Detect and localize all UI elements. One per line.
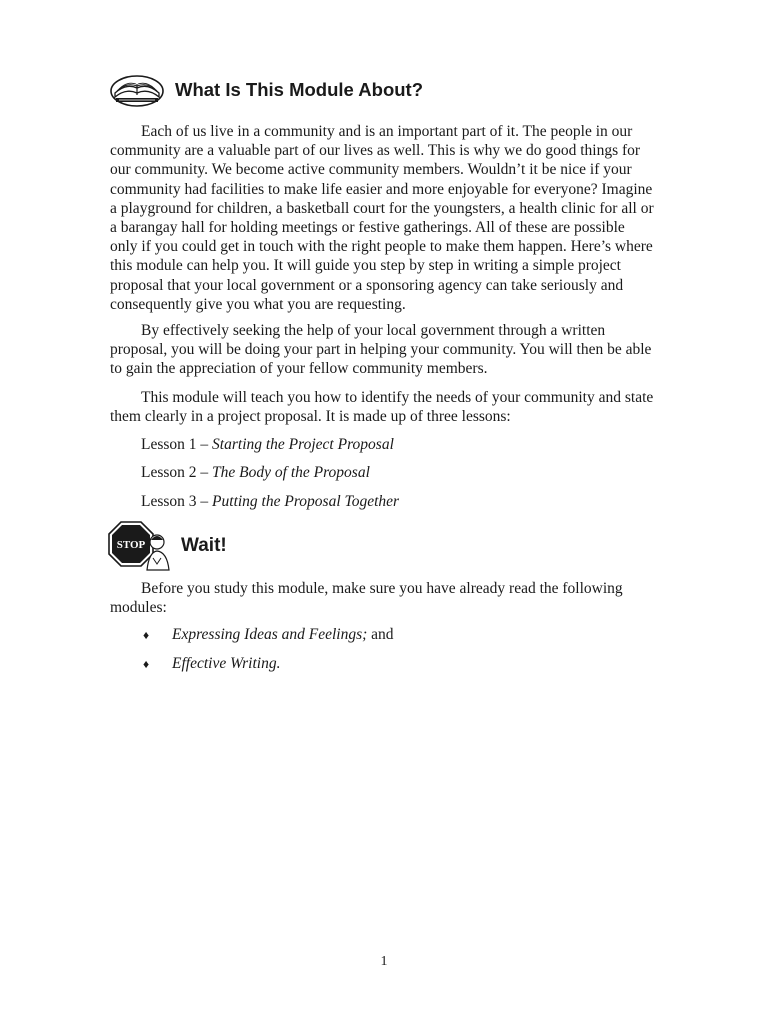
module-suffix: and (367, 626, 394, 643)
section-header-about (109, 71, 423, 109)
list-item (143, 655, 280, 673)
lesson-title: Starting the Project Proposal (212, 436, 394, 453)
section-title-about: What Is This Module About? (175, 79, 424, 100)
paragraph-intro: Each of us live in a community and is an important part of it. The people in our community are a valuable part of our lives as well. This is why we do good things for our community. We become active community members. Wouldn’t it be nice if your community had facilities to make life easier and more enjoyable for everyone? Imagine a playground for children, a basketball court for the youngsters, a health clinic for all or a barangay hall for holding meetings or festive gatherings. All of these are possible only if you could get in touch with the right people to make them happen. Here’s where this module can help you. It will guide you step by step in writing a simple project proposal that your local government or a sponsoring agency can take seriously and consequently give you what you are requesting. (110, 123, 654, 313)
lesson-title: The Body of the Proposal (212, 464, 370, 481)
paragraph-lessons-intro: This module will teach you how to identify the needs of your community and state them clearly in a project proposal. It is made up of three lessons: (110, 389, 654, 426)
lesson-item (141, 464, 370, 482)
diamond-bullet-icon: ♦ (143, 628, 150, 642)
diamond-bullet-icon: ♦ (143, 657, 150, 671)
section-header-wait (107, 520, 227, 572)
lesson-label: Lesson 2 – (141, 464, 209, 481)
stop-sign-icon (107, 520, 171, 572)
section-title-wait: Wait! (181, 535, 227, 556)
lesson-item (141, 493, 399, 511)
lesson-label: Lesson 1 – (141, 436, 209, 453)
lesson-item (141, 436, 394, 454)
stop-sign-text: STOP (116, 539, 146, 551)
open-book-icon (109, 71, 165, 109)
paragraph-prerequisites: Before you study this module, make sure you have already read the following modules: (110, 580, 623, 617)
module-title: Effective Writing. (172, 655, 281, 672)
lesson-label: Lesson 3 – (141, 493, 209, 510)
list-item (143, 626, 394, 644)
paragraph-help: By effectively seeking the help of your local government through a written proposal, you will be doing your part in helping your community. You will then be able to gain the appreciation of your fellow community members. (110, 322, 652, 378)
lesson-title: Putting the Proposal Together (212, 493, 400, 510)
page-number: 1 (380, 954, 388, 969)
module-title: Expressing Ideas and Feelings; (172, 626, 368, 643)
